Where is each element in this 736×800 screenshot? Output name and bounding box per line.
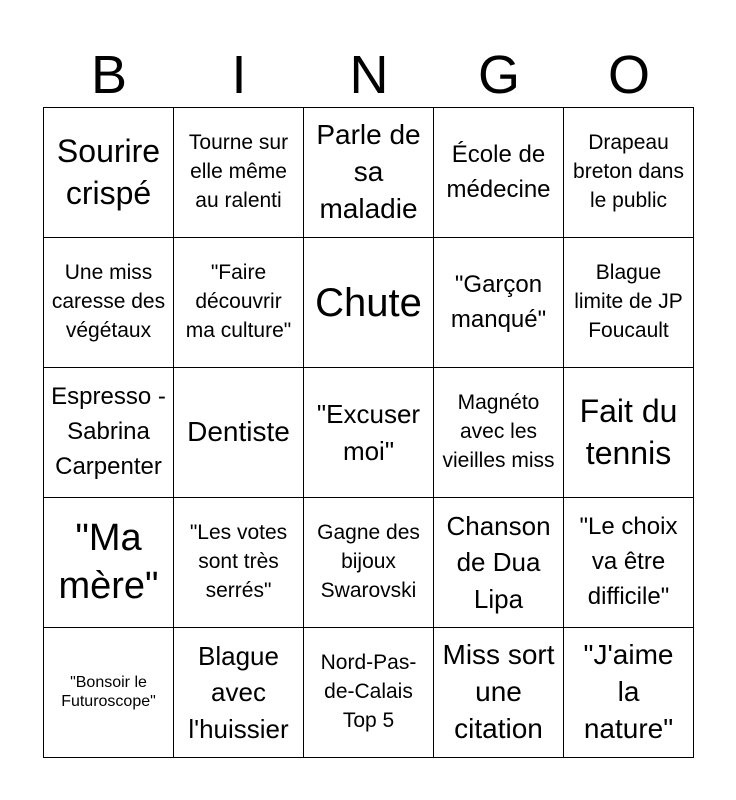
cell-text: École de médecine	[446, 140, 551, 203]
bingo-cell[interactable]	[564, 368, 694, 498]
cell-text: Tourne sur elle même au ralenti	[188, 131, 289, 212]
cell-text: Blague avec l'huissier	[188, 640, 289, 744]
bingo-cell[interactable]	[44, 498, 174, 628]
header-letter-g: G	[477, 45, 520, 105]
cell-text: Chute	[315, 280, 422, 325]
bingo-cell[interactable]	[304, 238, 434, 368]
bingo-cell[interactable]	[44, 108, 174, 238]
header-letter-o: O	[607, 45, 650, 105]
cell-text: Fait du tennis	[579, 392, 678, 471]
bingo-header	[44, 44, 694, 106]
cell-text: Blague limite de JP Foucault	[574, 261, 683, 342]
bingo-cell[interactable]	[44, 368, 174, 498]
bingo-cell[interactable]	[564, 238, 694, 368]
cell-text: "Ma mère"	[58, 517, 159, 607]
cell-text: Une miss caresse des végétaux	[51, 261, 166, 342]
bingo-cell[interactable]	[174, 238, 304, 368]
bingo-cell[interactable]	[434, 368, 564, 498]
bingo-cell[interactable]	[174, 628, 304, 758]
cell-text: "Garçon manqué"	[450, 270, 547, 333]
bingo-cell[interactable]	[304, 498, 434, 628]
bingo-cell[interactable]	[564, 498, 694, 628]
cell-text: "Bonsoir le Futuroscope"	[61, 674, 156, 710]
cell-text: "J'aime la nature"	[583, 639, 674, 744]
cell-text: "Le choix va être difficile"	[579, 513, 678, 610]
bingo-cell[interactable]	[304, 628, 434, 758]
header-letter-i: I	[231, 45, 247, 105]
bingo-cell[interactable]	[434, 238, 564, 368]
bingo-cell[interactable]	[174, 368, 304, 498]
header-letter-b: B	[90, 45, 128, 105]
bingo-cell[interactable]	[304, 368, 434, 498]
bingo-board	[43, 107, 694, 758]
bingo-cell[interactable]	[44, 628, 174, 758]
cell-text: Magnéto avec les vieilles miss	[442, 391, 555, 472]
cell-text: Chanson de Dua Lipa	[446, 510, 551, 614]
bingo-cell[interactable]	[434, 108, 564, 238]
cell-text: "Excuser moi"	[316, 399, 421, 466]
bingo-cell[interactable]	[434, 628, 564, 758]
cell-text: Parle de sa maladie	[316, 119, 421, 224]
cell-text: Dentiste	[187, 416, 290, 448]
bingo-cell[interactable]	[174, 498, 304, 628]
cell-text: Nord-Pas-de-Calais Top 5	[320, 651, 417, 732]
cell-text: Gagne des bijoux Swarovski	[317, 521, 420, 602]
bingo-cell[interactable]	[304, 108, 434, 238]
cell-text: Sourire crispé	[56, 132, 161, 211]
cell-text: Drapeau breton dans le public	[573, 131, 684, 212]
header-letter-n: N	[349, 45, 389, 105]
bingo-cell[interactable]	[174, 108, 304, 238]
cell-text: "Les votes sont très serrés"	[189, 521, 288, 602]
cell-text: Espresso - Sabrina Carpenter	[51, 383, 166, 480]
bingo-cell[interactable]	[44, 238, 174, 368]
bingo-cell[interactable]	[564, 628, 694, 758]
bingo-cell[interactable]	[564, 108, 694, 238]
cell-text: Miss sort une citation	[442, 639, 555, 744]
cell-text: "Faire découvrir ma culture"	[185, 261, 292, 342]
bingo-cell[interactable]	[434, 498, 564, 628]
